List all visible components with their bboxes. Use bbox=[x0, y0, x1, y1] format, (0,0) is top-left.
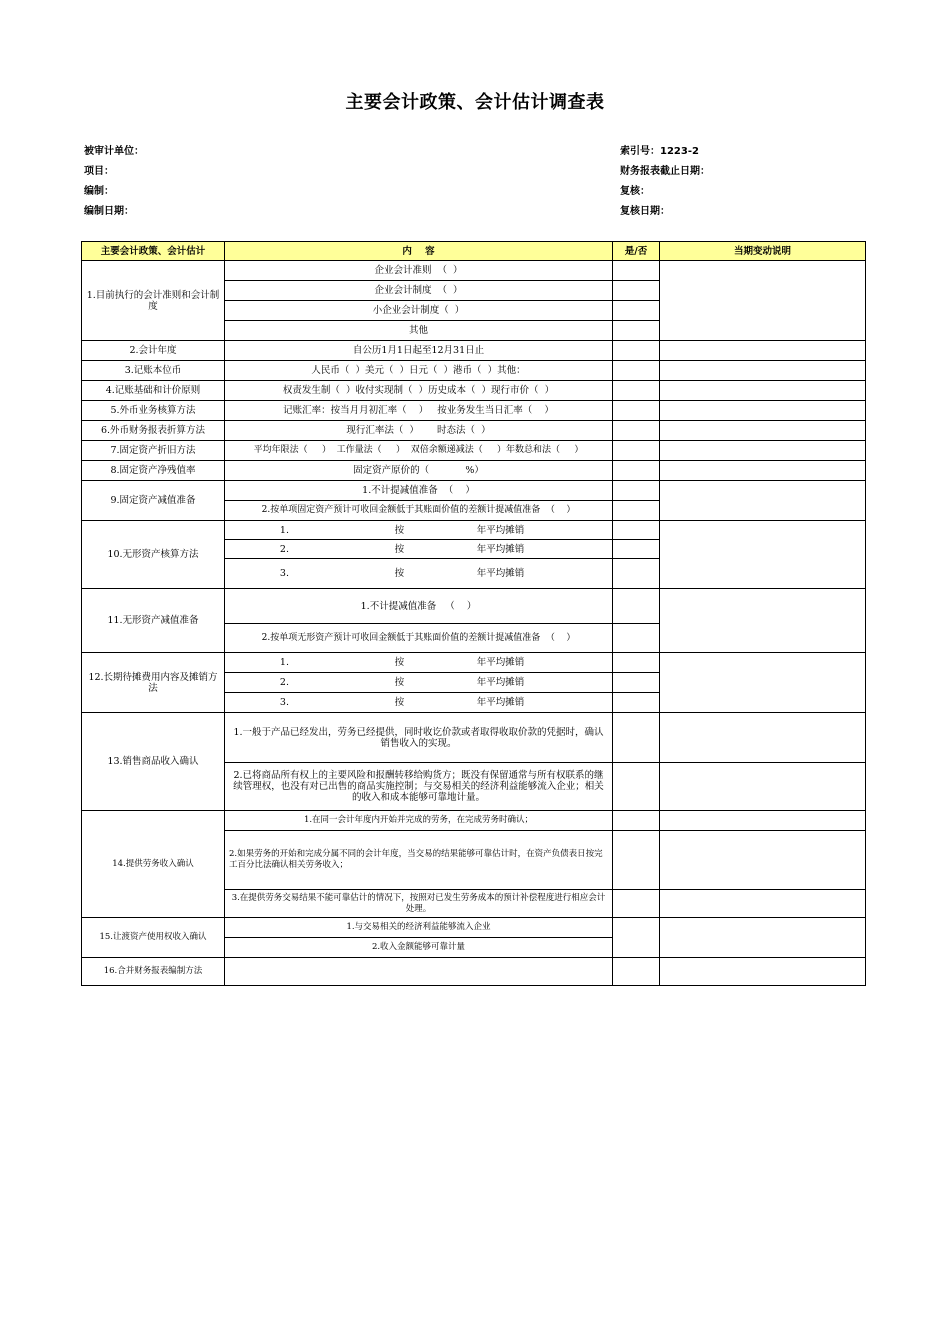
change-note-cell[interactable] bbox=[660, 890, 866, 918]
table-header-row bbox=[82, 242, 866, 261]
table-row bbox=[82, 381, 866, 401]
item-number: 1. bbox=[279, 524, 289, 536]
row-label: 14.提供劳务收入确认 bbox=[82, 811, 225, 918]
change-note-cell[interactable] bbox=[660, 381, 866, 401]
change-note-cell[interactable] bbox=[660, 261, 866, 341]
yes-no-cell[interactable] bbox=[613, 361, 660, 381]
content-cell: 2.已将商品所有权上的主要风险和报酬转移给购货方；既没有保留通常与所有权联系的继续管理权，也没有对已出售的商品实施控制；与交易相关的经济利益能够流入企业；相关的收入和成本能够可靠地计量。 bbox=[225, 763, 613, 811]
header-change-note: 当期变动说明 bbox=[660, 242, 866, 261]
row-label: 15.让渡资产使用权收入确认 bbox=[82, 918, 225, 958]
content-cell: 平均年限法（ ） 工作量法（ ） 双倍余额递减法（ ）年数总和法（ ） bbox=[225, 441, 613, 461]
reviewer-label: 复核： bbox=[620, 186, 650, 197]
header-yes-no: 是/否 bbox=[613, 242, 660, 261]
change-note-cell[interactable] bbox=[660, 653, 866, 713]
content-cell: 记账汇率：按当月月初汇率（ ） 按业务发生当日汇率（ ） bbox=[225, 401, 613, 421]
item-by: 按 bbox=[394, 543, 405, 555]
content-cell: 3.在提供劳务交易结果不能可靠估计的情况下，按照对已发生劳务成本的预计补偿程度进行相应会计处理。 bbox=[225, 890, 613, 918]
content-cell: 企业会计制度 （ ） bbox=[225, 281, 613, 301]
item-by: 按 bbox=[394, 568, 405, 579]
row-label: 8.固定资产净残值率 bbox=[82, 461, 225, 481]
content-cell bbox=[225, 693, 613, 713]
yes-no-cell[interactable] bbox=[613, 693, 660, 713]
yes-no-cell[interactable] bbox=[613, 540, 660, 559]
item-amortize: 年平均摊销 bbox=[476, 543, 525, 555]
table-row bbox=[82, 653, 866, 673]
table-row bbox=[82, 421, 866, 441]
item-amortize: 年平均摊销 bbox=[476, 657, 525, 668]
row-label: 3.记账本位币 bbox=[82, 361, 225, 381]
yes-no-cell[interactable] bbox=[613, 381, 660, 401]
item-amortize: 年平均摊销 bbox=[476, 677, 525, 688]
table-row bbox=[82, 441, 866, 461]
row-label: 12.长期待摊费用内容及摊销方法 bbox=[82, 653, 225, 713]
table-row bbox=[82, 461, 866, 481]
content-cell: 其他 bbox=[225, 321, 613, 341]
change-note-cell[interactable] bbox=[660, 481, 866, 521]
page-title: 主要会计政策、会计估计调查表 bbox=[345, 92, 605, 113]
change-note-cell[interactable] bbox=[660, 831, 866, 890]
change-note-cell[interactable] bbox=[660, 421, 866, 441]
yes-no-cell[interactable] bbox=[613, 481, 660, 501]
content-cell[interactable] bbox=[225, 958, 613, 986]
change-note-cell[interactable] bbox=[660, 713, 866, 763]
item-amortize: 年平均摊销 bbox=[476, 568, 525, 579]
item-amortize: 年平均摊销 bbox=[476, 524, 525, 536]
table-row bbox=[82, 918, 866, 938]
content-cell: 2.收入金额能够可靠计量 bbox=[225, 938, 613, 958]
content-cell: 小企业会计制度（ ） bbox=[225, 301, 613, 321]
change-note-cell[interactable] bbox=[660, 918, 866, 958]
yes-no-cell[interactable] bbox=[613, 559, 660, 589]
preparer-label: 编制： bbox=[84, 186, 114, 197]
meta-left bbox=[84, 142, 144, 222]
content-cell: 1.一般于产品已经发出，劳务已经提供，同时收讫价款或者取得收取价款的凭据时，确认销售收入的实现。 bbox=[225, 713, 613, 763]
table-row bbox=[82, 713, 866, 763]
row-label: 9.固定资产减值准备 bbox=[82, 481, 225, 521]
yes-no-cell[interactable] bbox=[613, 521, 660, 540]
content-cell bbox=[225, 653, 613, 673]
change-note-cell[interactable] bbox=[660, 461, 866, 481]
yes-no-cell[interactable] bbox=[613, 441, 660, 461]
item-number: 3. bbox=[279, 568, 289, 579]
content-cell: 1.不计提减值准备 （ ） bbox=[225, 481, 613, 501]
content-cell: 1.与交易相关的经济利益能够流入企业 bbox=[225, 918, 613, 938]
content-cell: 1.不计提减值准备 （ ） bbox=[225, 589, 613, 624]
yes-no-cell[interactable] bbox=[613, 890, 660, 918]
yes-no-cell[interactable] bbox=[613, 918, 660, 958]
yes-no-cell[interactable] bbox=[613, 589, 660, 624]
change-note-cell[interactable] bbox=[660, 811, 866, 831]
row-label: 13.销售商品收入确认 bbox=[82, 713, 225, 811]
item-by: 按 bbox=[394, 677, 405, 688]
yes-no-cell[interactable] bbox=[613, 811, 660, 831]
row-label: 6.外币财务报表折算方法 bbox=[82, 421, 225, 441]
change-note-cell[interactable] bbox=[660, 763, 866, 811]
content-cell: 2.按单项固定资产预计可收回金额低于其账面价值的差额计提减值准备 （ ） bbox=[225, 501, 613, 521]
yes-no-cell[interactable] bbox=[613, 401, 660, 421]
row-label: 7.固定资产折旧方法 bbox=[82, 441, 225, 461]
table-row bbox=[82, 361, 866, 381]
item-number: 2. bbox=[279, 543, 289, 555]
change-note-cell[interactable] bbox=[660, 341, 866, 361]
audited-unit-label: 被审计单位： bbox=[84, 146, 144, 157]
yes-no-cell[interactable] bbox=[613, 958, 660, 986]
policy-survey-table bbox=[81, 241, 866, 986]
yes-no-cell[interactable] bbox=[613, 501, 660, 521]
table-row bbox=[82, 401, 866, 421]
item-number: 1. bbox=[279, 657, 289, 668]
row-label: 4.记账基础和计价原则 bbox=[82, 381, 225, 401]
table-row bbox=[82, 811, 866, 831]
item-amortize: 年平均摊销 bbox=[476, 697, 525, 708]
item-number: 3. bbox=[279, 697, 289, 708]
row-label: 16.合并财务报表编制方法 bbox=[82, 958, 225, 986]
row-label: 2.会计年度 bbox=[82, 341, 225, 361]
row-label: 1.目前执行的会计准则和会计制度 bbox=[82, 261, 225, 341]
content-cell: 2.如果劳务的开始和完成分属不同的会计年度，当交易的结果能够可靠估计时，在资产负债表日按完工百分比法确认相关劳务收入； bbox=[225, 831, 613, 890]
row-label: 10.无形资产核算方法 bbox=[82, 521, 225, 589]
yes-no-cell[interactable] bbox=[613, 831, 660, 890]
content-cell: 权责发生制（ ）收付实现制（ ）历史成本（ ）现行市价（ ） bbox=[225, 381, 613, 401]
yes-no-cell[interactable] bbox=[613, 713, 660, 763]
row-label: 11.无形资产减值准备 bbox=[82, 589, 225, 653]
content-cell: 现行汇率法（ ） 时态法（ ） bbox=[225, 421, 613, 441]
item-by: 按 bbox=[394, 697, 405, 708]
yes-no-cell[interactable] bbox=[613, 763, 660, 811]
yes-no-cell[interactable] bbox=[613, 321, 660, 341]
header-content: 内 容 bbox=[225, 242, 613, 261]
item-by: 按 bbox=[394, 657, 405, 668]
content-cell bbox=[225, 559, 613, 589]
yes-no-cell[interactable] bbox=[613, 261, 660, 281]
change-note-cell[interactable] bbox=[660, 589, 866, 653]
yes-no-cell[interactable] bbox=[613, 301, 660, 321]
project-label: 项目： bbox=[84, 166, 114, 177]
change-note-cell[interactable] bbox=[660, 958, 866, 986]
content-cell: 1.在同一会计年度内开始并完成的劳务，在完成劳务时确认； bbox=[225, 811, 613, 831]
meta-right bbox=[620, 142, 710, 222]
table-row bbox=[82, 958, 866, 986]
table-row bbox=[82, 589, 866, 624]
yes-no-cell[interactable] bbox=[613, 673, 660, 693]
table-row bbox=[82, 481, 866, 501]
yes-no-cell[interactable] bbox=[613, 624, 660, 653]
content-cell: 固定资产原价的（ %） bbox=[225, 461, 613, 481]
yes-no-cell[interactable] bbox=[613, 653, 660, 673]
yes-no-cell[interactable] bbox=[613, 461, 660, 481]
yes-no-cell[interactable] bbox=[613, 341, 660, 361]
header-policy: 主要会计政策、会计估计 bbox=[82, 242, 225, 261]
change-note-cell[interactable] bbox=[660, 361, 866, 381]
table-row bbox=[82, 261, 866, 281]
content-cell: 企业会计准则 （ ） bbox=[225, 261, 613, 281]
table-row bbox=[82, 521, 866, 540]
content-cell: 自公历1月1日起至12月31日止 bbox=[225, 341, 613, 361]
content-cell bbox=[225, 521, 613, 540]
content-cell bbox=[225, 540, 613, 559]
content-cell: 人民币（ ）美元（ ）日元（ ）港币（ ）其他： bbox=[225, 361, 613, 381]
prepare-date-label: 编制日期： bbox=[84, 206, 134, 217]
index-number-label: 索引号：1223-2 bbox=[620, 146, 699, 157]
report-cutoff-date-label: 财务报表截止日期： bbox=[620, 166, 710, 177]
review-date-label: 复核日期： bbox=[620, 206, 670, 217]
item-by: 按 bbox=[394, 524, 405, 536]
item-number: 2. bbox=[279, 677, 289, 688]
yes-no-cell[interactable] bbox=[613, 281, 660, 301]
content-cell: 2.按单项无形资产预计可收回金额低于其账面价值的差额计提减值准备 （ ） bbox=[225, 624, 613, 653]
change-note-cell[interactable] bbox=[660, 401, 866, 421]
yes-no-cell[interactable] bbox=[613, 421, 660, 441]
table-row bbox=[82, 341, 866, 361]
change-note-cell[interactable] bbox=[660, 441, 866, 461]
change-note-cell[interactable] bbox=[660, 521, 866, 589]
content-cell bbox=[225, 673, 613, 693]
row-label: 5.外币业务核算方法 bbox=[82, 401, 225, 421]
